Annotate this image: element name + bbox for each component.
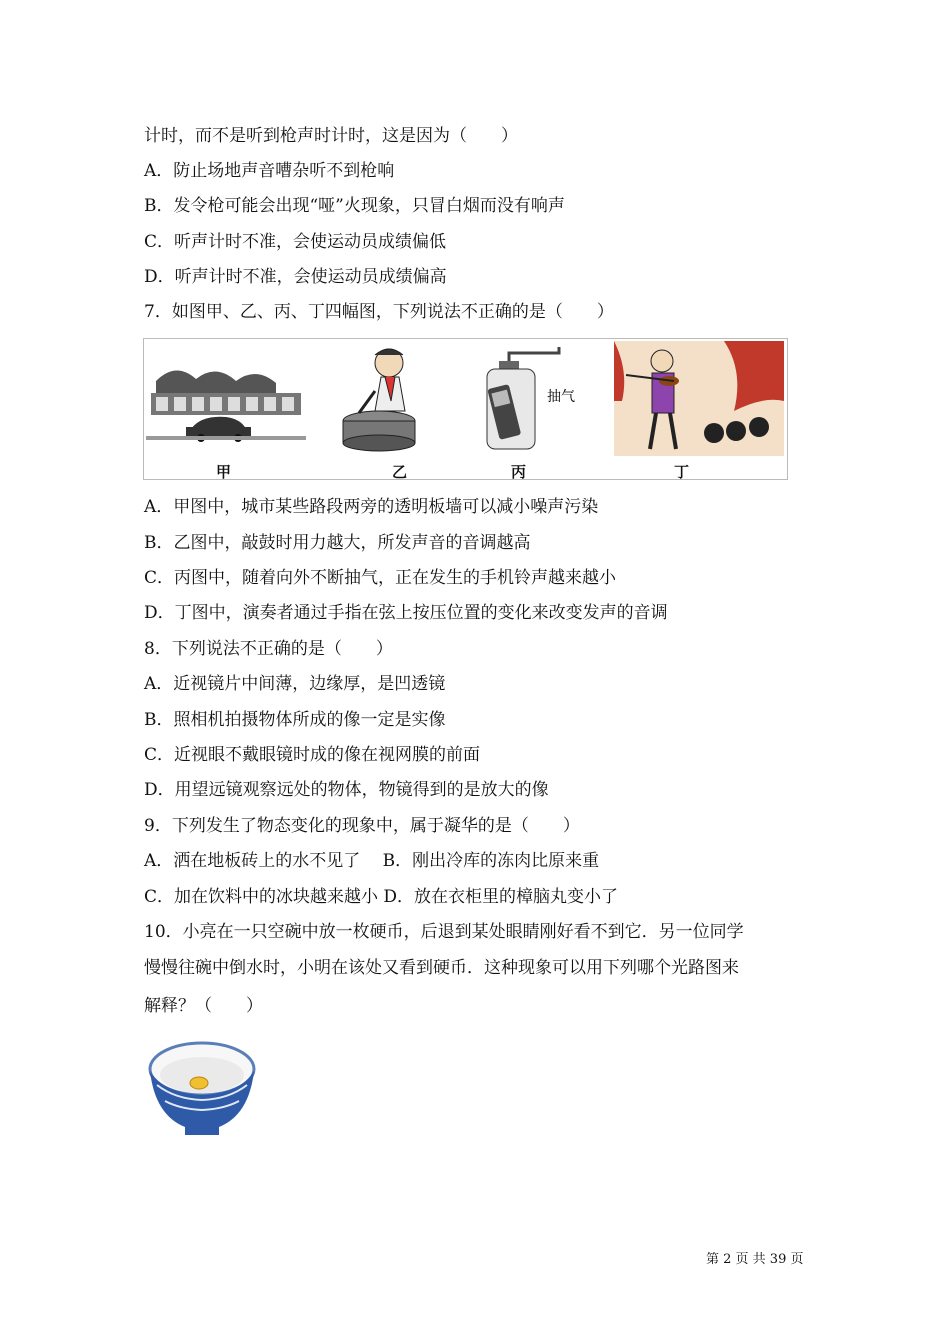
pump-label: 抽气 [547, 389, 575, 405]
option-c-q6: C．听声计时不准，会使运动员成绩偏低 [144, 232, 447, 252]
options-cd-q9: C．加在饮料中的冰块越来越小 D．放在衣柜里的樟脑丸变小了 [144, 887, 619, 907]
phone-jar-image [479, 341, 589, 456]
city-wall-image [146, 341, 306, 456]
line-1: 计时，而不是听到枪声时计时，这是因为（ ） [144, 126, 518, 146]
option-a-q7: A．甲图中，城市某些路段两旁的透明板墙可以减小噪声污染 [144, 497, 599, 517]
options-ab-q9: A．洒在地板砖上的水不见了 B．刚出冷库的冻肉比原来重 [144, 851, 600, 871]
question-10-line-3: 解释？（ ） [144, 996, 263, 1016]
option-d-q7: D．丁图中，演奏者通过手指在弦上按压位置的变化来改变发声的音调 [144, 603, 668, 623]
option-d-q8: D．用望远镜观察远处的物体，物镜得到的是放大的像 [144, 780, 549, 800]
option-a-q8: A．近视镜片中间薄，边缘厚，是凹透镜 [144, 674, 446, 694]
option-b-q8: B．照相机拍摄物体所成的像一定是实像 [144, 710, 446, 730]
bowl-with-coin-image [145, 1035, 260, 1145]
question-7: 7．如图甲、乙、丙、丁四幅图，下列说法不正确的是（ ） [144, 302, 614, 322]
question-8: 8．下列说法不正确的是（ ） [144, 639, 393, 659]
question-9: 9．下列发生了物态变化的现象中，属于凝华的是（ ） [144, 816, 580, 836]
option-c-q8: C．近视眼不戴眼镜时成的像在视网膜的前面 [144, 745, 481, 765]
violinist-image [614, 341, 784, 456]
figure-label-yi: 乙 [392, 463, 408, 481]
option-b-q6: B．发令枪可能会出现“哑”火现象，只冒白烟而没有响声 [144, 196, 565, 216]
option-a-q6: A．防止场地声音嘈杂听不到枪响 [144, 161, 395, 181]
option-b-q7: B．乙图中，敲鼓时用力越大，所发声音的音调越高 [144, 533, 531, 553]
question-10-line-1: 10．小亮在一只空碗中放一枚硬币，后退到某处眼睛刚好看不到它．另一位同学 [144, 922, 744, 942]
option-d-q6: D．听声计时不准，会使运动员成绩偏高 [144, 267, 447, 287]
option-c-q7: C．丙图中，随着向外不断抽气，正在发生的手机铃声越来越小 [144, 568, 617, 588]
figure-label-jia: 甲 [216, 463, 232, 481]
page-footer: 第 2 页 共 39 页 [706, 1252, 804, 1267]
question-10-line-2: 慢慢往碗中倒水时，小明在该处又看到硬币．这种现象可以用下列哪个光路图来 [144, 958, 739, 978]
figure-label-ding: 丁 [674, 463, 690, 481]
figure-label-bing: 丙 [511, 463, 527, 481]
question-7-figure [143, 338, 788, 480]
drum-image [339, 341, 439, 456]
